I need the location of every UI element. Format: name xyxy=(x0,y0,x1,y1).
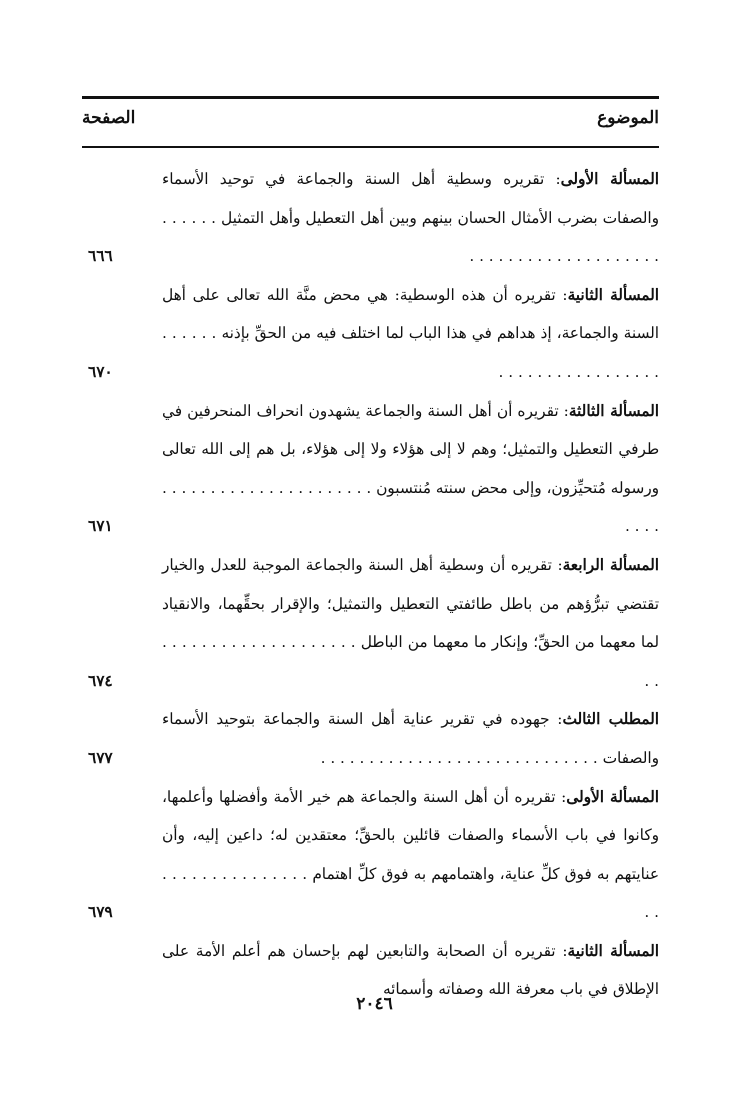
toc-page-number: ٦٧٧ xyxy=(88,748,113,767)
toc-entry-body: : تقريره أن أهل السنة والجماعة هم خير الأمة وأفضلها وأعلمها، وكانوا في باب الأسماء والصفات قائلين بالحقِّ؛ معتقدين له؛ داعين إليه، وأن عنايتهم به فوق كلِّ عناية، واهتمامهم به فوق كلِّ اهتمام xyxy=(162,787,660,883)
toc-entry-text xyxy=(162,160,659,276)
page-column-header: الصفحة xyxy=(82,108,136,128)
leader-dots: . . . . . . . . . . . . . . . . . . . . . . . . . . . . . xyxy=(320,748,603,767)
toc-entry-text xyxy=(162,276,659,392)
topic-column-header: الموضوع xyxy=(597,108,659,128)
toc-page-number: ٦٧٤ xyxy=(88,671,113,690)
leader-dots: . . . . . . . . . . . . . . . . . . . . . . . . . . xyxy=(162,208,659,266)
toc-entry-body: : تقريره أن الصحابة والتابعين لهم بإحسان هم أعلم الأمة على الإطلاق في باب معرفة الله وصفاته وأسمائه xyxy=(162,941,659,999)
toc-entry-lead: المسألة الأولى xyxy=(566,787,659,806)
page-folio-number: ٢٠٤٦ xyxy=(356,994,393,1014)
toc-entry xyxy=(82,700,659,777)
toc-entry-lead: المسألة الثانية xyxy=(567,941,659,960)
header-rule xyxy=(82,146,659,148)
toc-entry-lead: المسألة الرابعة xyxy=(562,555,659,574)
toc-entry xyxy=(82,778,659,932)
toc-page-number: ٦٧٩ xyxy=(88,903,113,922)
toc-entry-lead: المسألة الثانية xyxy=(567,285,659,304)
top-rule xyxy=(82,96,659,99)
toc-entry-body: : تقريره أن أهل السنة والجماعة يشهدون انحراف المنحرفين في طرفي التعطيل والتمثيل؛ وهم لا إلى هؤلاء ولا إلى هؤلاء، بل هم إلى الله تعالى ورسوله مُتحيِّزون، وإلى محض سنته مُنتسبون xyxy=(162,401,659,497)
leader-dots: . . . . . . . . . . . . . . . . . . . . . . xyxy=(162,633,659,690)
leader-dots: . . . . . . . . . . . . . . . . . . . . . . . xyxy=(162,324,659,381)
toc-entry-lead: المسألة الثالثة xyxy=(568,401,659,420)
toc-page-number: ٦٦٦ xyxy=(88,247,113,266)
toc-entry-lead: المطلب الثالث xyxy=(562,710,659,729)
toc-page-number: ٦٧١ xyxy=(88,517,113,536)
toc-entry xyxy=(82,392,659,546)
toc-entry xyxy=(82,276,659,392)
toc-page-number: ٦٧٠ xyxy=(88,362,113,381)
toc-entry-text xyxy=(162,778,659,932)
toc-entry-text xyxy=(162,700,659,777)
toc-list xyxy=(82,160,659,1009)
toc-entry-body: : تقريره وسطية أهل السنة والجماعة في توحيد الأسماء والصفات بضرب الأمثال الحسان بينهم وبين أهل التعطيل وأهل التمثيل xyxy=(162,170,659,227)
toc-entry-lead: المسألة الأولى xyxy=(560,170,659,188)
toc-entry-body: : تقريره أن وسطية أهل السنة والجماعة الموجبة للعدل والخيار تقتضي تبرُّؤهم من باطل طائفتي التعطيل والتمثيل؛ والإقرار بحقِّهما، والانقياد لما معهما من الحقِّ؛ وإنكار ما معهما من الباطل xyxy=(162,555,659,652)
toc-entry-text xyxy=(162,546,659,700)
toc-entry-body: : تقريره أن هذه الوسطية: هي محض منَّة الله تعالى على أهل السنة والجماعة، إذ هداهم في هذا الباب لما اختلف فيه من الحقِّ بإذنه xyxy=(162,285,659,343)
leader-dots: . . . . . . . . . . . . . . . . . xyxy=(162,864,659,922)
toc-entry-text xyxy=(162,392,659,546)
toc-entry xyxy=(82,546,659,700)
leader-dots: . . . . . . . . . . . . . . . . . . . . . . . . . . xyxy=(162,478,659,536)
toc-entry xyxy=(82,160,659,276)
toc-entry-body: : جهوده في تقرير عناية أهل السنة والجماعة بتوحيد الأسماء والصفات xyxy=(162,710,659,767)
